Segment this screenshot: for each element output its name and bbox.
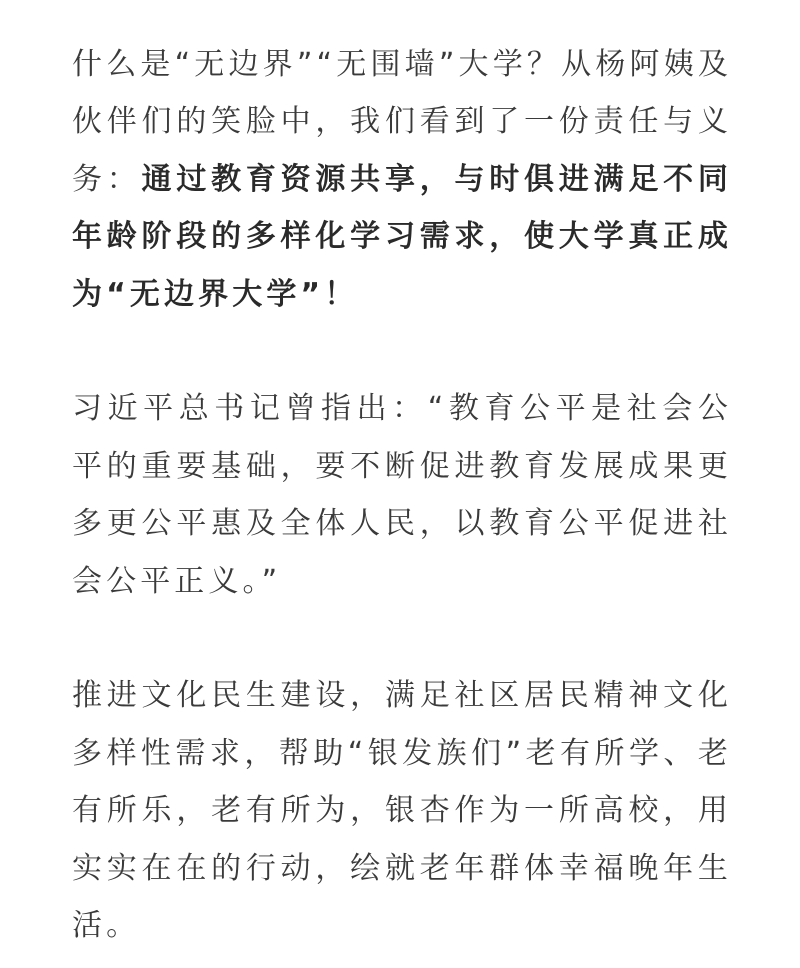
article-body xyxy=(72,36,732,954)
paragraph-text: 什么是“无边界”“无围墙”大学？从杨阿姨及伙伴们的笑脸中，我们看到了一份责任与义务： xyxy=(72,47,732,197)
paragraph-text: 推进文化民生建设，满足社区居民精神文化多样性需求，帮助“银发族们”老有所学、老有所乐，老有所为，银杏作为一所高校，用实实在在的行动，绘就老年群体幸福晚年生活。 xyxy=(72,678,732,944)
paragraph-emphasis-text: 通过教育资源共享，与时俱进满足不同年龄阶段的多样化学习需求，使大学真正成为“无边界大学”！ xyxy=(72,161,732,312)
paragraph-education-equity-quote xyxy=(72,380,732,610)
paragraph-borderless-university xyxy=(72,36,732,323)
paragraph-text: 习近平总书记曾指出：“教育公平是社会公平的重要基础，要不断促进教育发展成果更多更公平惠及全体人民，以教育公平促进社会公平正义。” xyxy=(72,391,732,599)
paragraph-cultural-livelihood xyxy=(72,667,732,954)
